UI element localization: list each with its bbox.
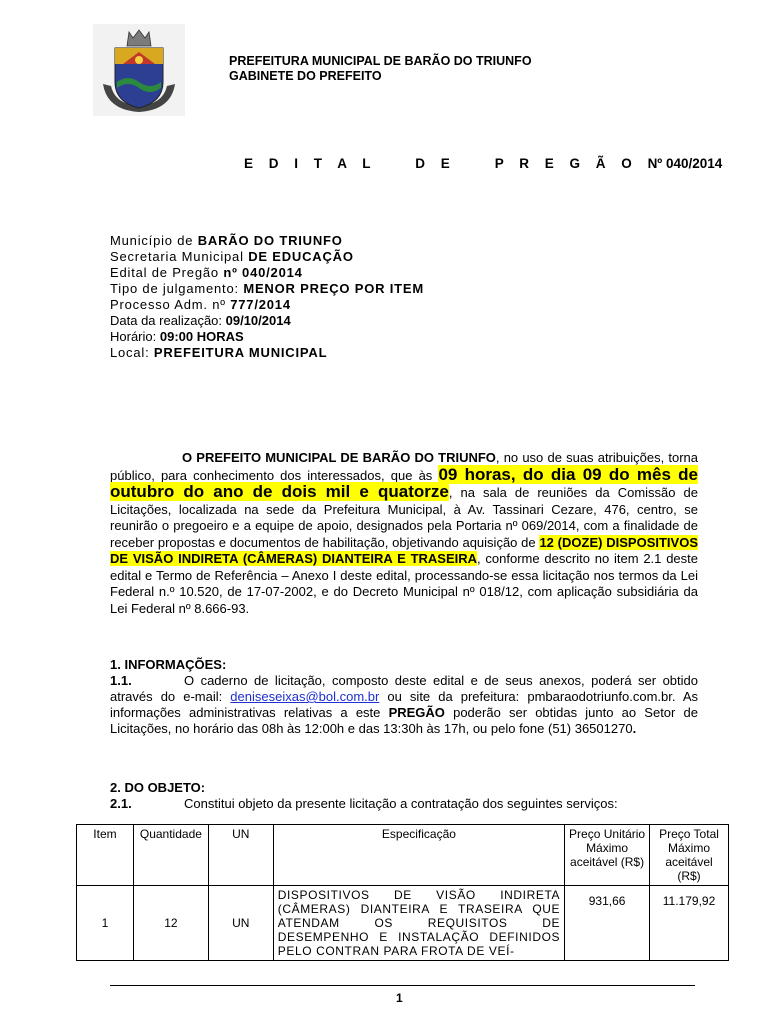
- page-number: 1: [396, 991, 403, 1005]
- info-data: Data da realização: 09/10/2014: [110, 313, 291, 328]
- email-link[interactable]: deniseseixas@bol.com.br: [230, 689, 380, 704]
- cell-item: 1: [77, 886, 134, 961]
- municipal-coat-of-arms: [93, 24, 185, 116]
- cell-quantidade: 12: [133, 886, 208, 961]
- info-tipo: Tipo de julgamento: MENOR PREÇO POR ITEM: [110, 281, 424, 296]
- intro-bold-start: O PREFEITO MUNICIPAL DE BARÃO DO TRIUNFO: [182, 450, 496, 465]
- table-row: [77, 886, 729, 961]
- section-1: 1. INFORMAÇÕES: 1.1. O caderno de licitação, composto deste edital e de seus anexos, poderá ser obtido através do e-mail: deniseseixas@bol.com.br ou site da prefeitura: pmbaraodotriunfo.com.br. As informações administrativas relativas a este PREGÃO poderão ser obtidas junto ao Setor de Licitações, no horário das 08h às 12:00h e das 13:30h às 17h, ou pelo fone (51) 36501270.: [110, 657, 698, 736]
- section-2-heading: 2. DO OBJETO:: [110, 780, 206, 795]
- header-un: UN: [208, 825, 273, 886]
- section-2: 2. DO OBJETO: 2.1. Constitui objeto da presente licitação a contratação dos seguintes serviços:: [110, 780, 618, 811]
- document-title: [244, 156, 722, 171]
- header-preco-total: Preço Total Máximo aceitável (R$): [650, 825, 729, 886]
- info-horario: Horário: 09:00 HORAS: [110, 329, 244, 344]
- header-especificacao: Especificação: [273, 825, 564, 886]
- cell-preco-unitario: 931,66: [565, 886, 650, 961]
- info-block: [110, 233, 424, 361]
- letterhead-line-1: PREFEITURA MUNICIPAL DE BARÃO DO TRIUNFO: [229, 54, 532, 68]
- letterhead: [229, 54, 532, 84]
- intro-paragraph: O PREFEITO MUNICIPAL DE BARÃO DO TRIUNFO, no uso de suas atribuições, torna público, para conhecimento dos interessados, que às 09 horas, do dia 09 do mês de outubro do ano de dois mil e quatorze, na sala de reuniões da Comissão de Licitações, localizada na sede da Prefeitura Municipal, à Av. Tassinari Cezare, 476, centro, se reunirão o pregoeiro e a equipe de apoio, designados pela Portaria nº 069/2014, com a finalidade de receber propostas e documentos de habilitação, objetivando aquisição de 12 (DOZE) DISPOSITIVOS DE VISÃO INDIRETA (CÂMERAS) DIANTEIRA E TRASEIRA, conforme descrito no item 2.1 deste edital e Termo de Referência – Anexo I deste edital, processando-se essa licitação nos termos da Lei Federal n.º 10.520, de 17-07-2002, e do Decreto Municipal nº 018/12, com aplicação subsidiária da Lei Federal nº 8.666-93.: [110, 450, 698, 616]
- cell-especificacao: DISPOSITIVOS DE VISÃO INDIRETA (CÂMERAS) DIANTEIRA E TRASEIRA QUE ATENDAM OS REQUISITOS DE DESEMPENHO E INSTALAÇÃO DEFINIDOS PELO CONTRAN PARA FROTA DE VEÍ-: [273, 886, 564, 961]
- header-quantidade: Quantidade: [133, 825, 208, 886]
- highlight-object: 12 (DOZE) DISPOSITIVOS DE VISÃO INDIRETA (CÂMERAS) DIANTEIRA E TRASEIRA: [110, 534, 698, 566]
- section-1-1-num: 1.1.: [110, 673, 132, 688]
- info-processo: Processo Adm. nº 777/2014: [110, 297, 291, 312]
- section-2-1-num: 2.1.: [110, 796, 132, 811]
- footer-rule: [110, 985, 695, 986]
- info-municipio: Município de BARÃO DO TRIUNFO: [110, 233, 343, 248]
- header-preco-unitario: Preço Unitário Máximo aceitável (R$): [565, 825, 650, 886]
- header-item: Item: [77, 825, 134, 886]
- cell-un: UN: [208, 886, 273, 961]
- info-edital: Edital de Pregão nº 040/2014: [110, 265, 303, 280]
- info-secretaria: Secretaria Municipal DE EDUCAÇÃO: [110, 249, 354, 264]
- info-local: Local: PREFEITURA MUNICIPAL: [110, 345, 328, 360]
- cell-preco-total: 11.179,92: [650, 886, 729, 961]
- letterhead-line-2: GABINETE DO PREFEITO: [229, 69, 382, 83]
- table-header-row: [77, 825, 729, 886]
- highlight-date: 09 horas, do dia 09 do mês de outubro do ano de dois mil e quatorze: [110, 464, 698, 501]
- title-number: Nº 040/2014: [647, 156, 723, 171]
- title-spaced: E D I T A L D E P R E G Ã O: [244, 156, 638, 171]
- section-1-heading: 1. INFORMAÇÕES:: [110, 657, 227, 672]
- items-table: [76, 824, 729, 961]
